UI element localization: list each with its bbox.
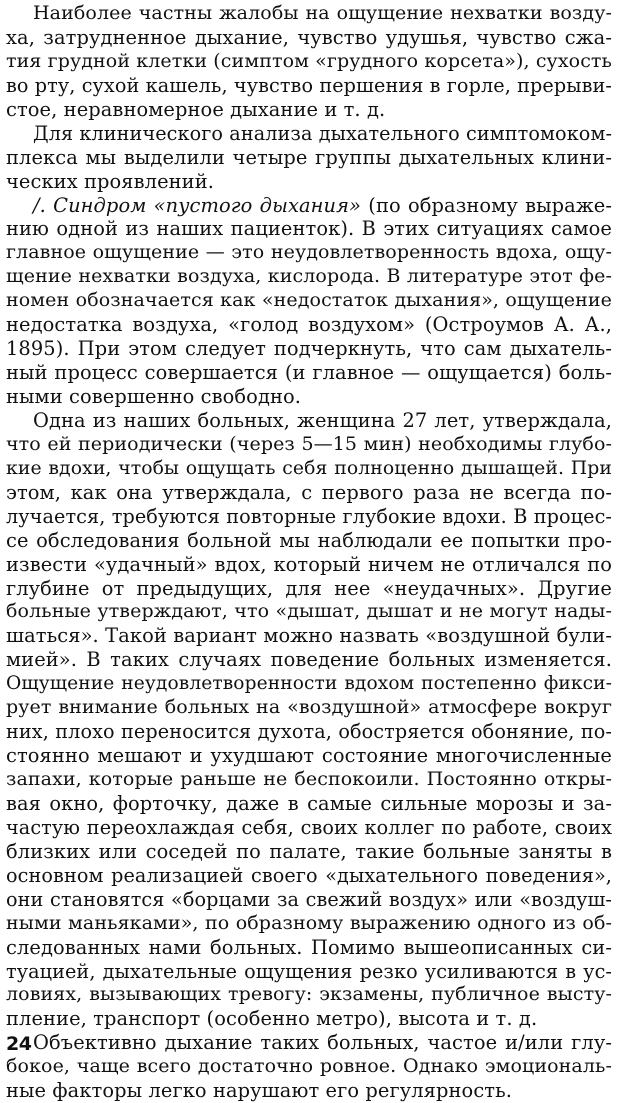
text-line: главное ощущение — это неудовлетворенность вдоха, ощу-	[6, 241, 612, 264]
text-fragment: (по образному выраже-	[361, 193, 612, 217]
text-line: следованных нами больных. Помимо вышеописанных си-	[6, 935, 612, 959]
text-line: кие вдохи, чтобы ощущать себя полноценно дышащей. При	[6, 457, 612, 479]
text-line: извести «удачный» вдох, который ничем не отличался по	[6, 552, 612, 576]
text-line: се обследования больной мы наблюдали ее попытки про-	[6, 528, 612, 552]
text-line: ными совершенно свободно.	[6, 385, 302, 408]
text-line: Объективно дыхание таких больных, частое и/или глу-	[33, 1031, 612, 1055]
text-line: этом, как она утверждала, с первого раза не всегда по-	[6, 480, 612, 504]
text-line: ловиях, вызывающих тревогу: экзамены, публичное высту-	[6, 983, 612, 1006]
text-line: нию одной из наших пациенток). В этих ситуациях самое	[6, 217, 612, 241]
section-heading-line	[6, 194, 612, 218]
page-number: 24	[6, 1033, 32, 1055]
text-line: них, плохо переносится духота, обостряется обоняние, по-	[6, 720, 612, 744]
body-text	[6, 2, 612, 1103]
text-line: стоянно мешают и ухудшают состояние многочисленные	[6, 744, 612, 768]
text-line: стое, неравномерное дыхание и т. д.	[6, 97, 386, 121]
text-line: плекса мы выделили четыре группы дыхательных клини-	[6, 145, 612, 169]
text-line: пление, транспорт (особенно метро), высота и т. д.	[6, 1007, 538, 1031]
text-line: ха, затрудненное дыхание, чувство удушья, чувство сжа-	[6, 25, 612, 49]
text-line: щение нехватки воздуха, кислорода. В литературе этот фе-	[6, 265, 612, 288]
text-line: ный процесс совершается (и главное — ощущается) боль-	[6, 361, 612, 385]
text-line: Для клинического анализа дыхательного симптомоком-	[33, 121, 612, 145]
text-line: они становятся «борцами за свежий воздух» или «воздуш-	[6, 887, 612, 911]
text-line: больные утверждают, что «дышат, дышат и не могут нады-	[6, 600, 612, 623]
text-line: частую переохлаждая себя, своих коллег по работе, своих	[6, 815, 612, 839]
text-line: основном реализацией своего «дыхательного поведения»,	[6, 863, 612, 887]
text-line: вая окно, форточку, даже в самые сильные морозы и за-	[6, 791, 612, 815]
text-line: Ощущение неудовлетворенности вдохом постепенно фикси-	[6, 673, 612, 695]
text-line: запахи, которые раньше не беспокоили. Постоянно откры-	[6, 768, 612, 790]
text-line: Одна из наших больных, женщина 27 лет, утверждала,	[33, 408, 612, 432]
text-line: ческих проявлений.	[6, 169, 214, 193]
text-line: тия грудной клетки (симптом «грудного корсета»), сухость	[6, 49, 612, 72]
text-line: номен обозначается как «недостаток дыхания», ощущение	[6, 289, 612, 312]
text-line: бокое, чаще всего достаточно ровное. Однако эмоциональ-	[6, 1055, 612, 1078]
text-line: близких или соседей по палате, такие больные заняты в	[6, 839, 612, 863]
text-line: мией». В таких случаях поведение больных изменяется.	[6, 648, 612, 672]
text-line: недостатка воздуха, «голод воздухом» (Остроумов А. А.,	[6, 313, 612, 337]
text-line: ные факторы легко нарушают его регулярность.	[6, 1079, 513, 1103]
text-line: 1895). При этом следует подчеркнуть, что сам дыхатель-	[6, 337, 612, 361]
text-line: что ей периодически (через 5—15 мин) необходимы глубо-	[6, 432, 612, 455]
text-line: во рту, сухой кашель, чувство першения в горле, прерыви-	[6, 73, 612, 97]
text-line: рует внимание больных на «воздушной» атмосфере вокруг	[6, 696, 612, 719]
text-line: шаться». Такой вариант можно назвать «воздушной були-	[6, 624, 612, 648]
text-line: ными маньяками», по образному выражению одного из об-	[6, 911, 612, 934]
text-line: лучается, требуются повторные глубокие вдохи. В процес-	[6, 504, 612, 528]
text-line: глубине от предыдущих, для нее «неудачных». Другие	[6, 576, 612, 600]
text-line: Наиболее частны жалобы на ощущение нехватки возду-	[33, 2, 612, 24]
section-heading: /. Синдром «пустого дыхания»	[33, 193, 362, 217]
text-line: туацией, дыхательные ощущения резко усиливаются в ус-	[6, 959, 612, 983]
